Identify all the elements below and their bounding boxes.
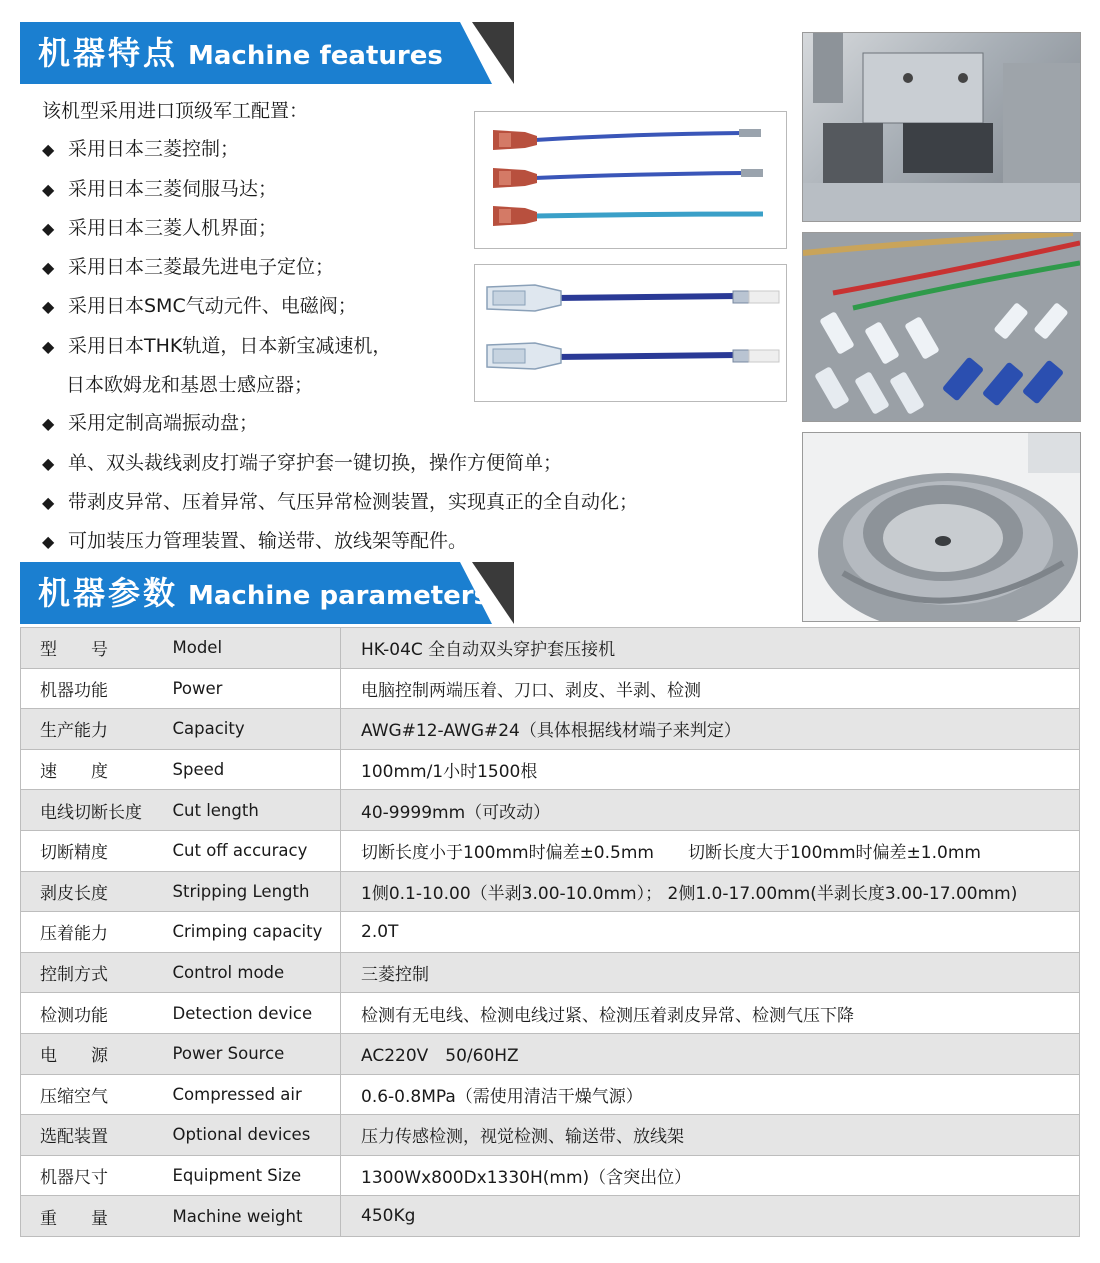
bullet-icon: ◆: [42, 179, 55, 199]
bullet-icon: ◆: [42, 453, 55, 473]
features-title: [38, 22, 443, 84]
table-row: 型 号 Model HK-04C 全自动双头穿护套压接机: [21, 628, 1080, 669]
terminals-illustration: [803, 233, 1080, 421]
vibratory-bowl-photo: [802, 432, 1081, 622]
table-row: 速 度 Speed 100mm/1小时1500根: [21, 749, 1080, 790]
list-item: ◆ 采用日本SMC气动元件、电磁阀；: [42, 287, 762, 326]
list-item: ◆ 采用日本三菱最先进电子定位；: [42, 248, 762, 287]
table-row: 压着能力 Crimping capacity 2.0T: [21, 912, 1080, 953]
bullet-icon: ◆: [42, 492, 55, 512]
table-row: 生产能力 Capacity AWG#12-AWG#24（具体根据线材端子来判定）: [21, 709, 1080, 750]
machine-mechanism-illustration: [803, 33, 1080, 221]
table-row: 压缩空气 Compressed air 0.6-0.8MPa（需使用清洁干燥气源）: [21, 1074, 1080, 1115]
table-row: 控制方式 Control mode 三菱控制: [21, 952, 1080, 993]
wire-sample-image-2: [474, 264, 787, 402]
table-row: 机器尺寸 Equipment Size 1300Wx800Dx1330H(mm)（含突出位）: [21, 1155, 1080, 1196]
table-row: 重 量 Machine weight 450Kg: [21, 1196, 1080, 1237]
table-row: 切断精度 Cut off accuracy 切断长度小于100mm时偏差±0.5mm 切断长度大于100mm时偏差±1.0mm: [21, 830, 1080, 871]
table-row: 电线切断长度 Cut length 40-9999mm（可改动）: [21, 790, 1080, 831]
features-title-cn: 机器特点: [38, 34, 179, 72]
bullet-icon: ◆: [42, 140, 55, 160]
params-title-en: Machine parameters: [188, 581, 490, 611]
bullet-icon: ◆: [42, 297, 55, 317]
table-row: 选配装置 Optional devices 压力传感检测，视觉检测、输送带、放线架: [21, 1115, 1080, 1156]
list-item: ◆ 采用日本三菱人机界面；: [42, 209, 762, 248]
list-item: ◆ 单、双头裁线剥皮打端子穿护套一键切换，操作方便简单；: [42, 444, 762, 483]
params-title-cn: 机器参数: [38, 574, 179, 612]
params-table: [20, 627, 1080, 1237]
wire-red-terminals-illustration: [475, 112, 786, 248]
table-row: 检测功能 Detection device 检测有无电线、检测电线过紧、检测压着剥皮异常、检测气压下降: [21, 993, 1080, 1034]
list-item: ◆ 采用日本THK轨道，日本新宝减速机，: [42, 327, 762, 366]
wire-clear-terminals-illustration: [475, 265, 786, 401]
list-item: ◆ 可加装压力管理装置、输送带、放线架等配件。: [42, 522, 762, 561]
list-item: ◆ 采用日本三菱伺服马达；: [42, 170, 762, 209]
table-row: 电 源 Power Source AC220V 50/60HZ: [21, 1033, 1080, 1074]
features-title-en: Machine features: [188, 41, 443, 71]
list-item: ◆ 采用定制高端振动盘；: [42, 404, 762, 443]
features-banner: [20, 22, 514, 84]
params-banner: [20, 562, 514, 624]
bullet-icon: ◆: [42, 414, 55, 434]
table-row: 剥皮长度 Stripping Length 1侧0.1-10.00（半剥3.00-10.0mm）； 2侧1.0-17.00mm(半剥长度3.00-17.00mm): [21, 871, 1080, 912]
bullet-icon: ◆: [42, 532, 55, 552]
list-item: ◆ 采用日本三菱控制；: [42, 130, 762, 169]
table-row: 机器功能 Power 电脑控制两端压着、刀口、剥皮、半剥、检测: [21, 668, 1080, 709]
machine-crimping-head-photo: [802, 32, 1081, 222]
terminals-assortment-photo: [802, 232, 1081, 422]
params-title: [38, 562, 489, 624]
list-item: ◆ 带剥皮异常、压着异常、气压异常检测装置，实现真正的全自动化；: [42, 483, 762, 522]
bullet-icon: ◆: [42, 218, 55, 238]
bullet-icon: ◆: [42, 258, 55, 278]
features-intro: 该机型采用进口顶级军工配置：: [42, 100, 309, 122]
list-item-continuation: 日本欧姆龙和基恩士感应器；: [66, 374, 314, 397]
bullet-icon: ◆: [42, 336, 55, 356]
vibratory-bowl-illustration: [803, 433, 1080, 621]
wire-sample-image-1: [474, 111, 787, 249]
